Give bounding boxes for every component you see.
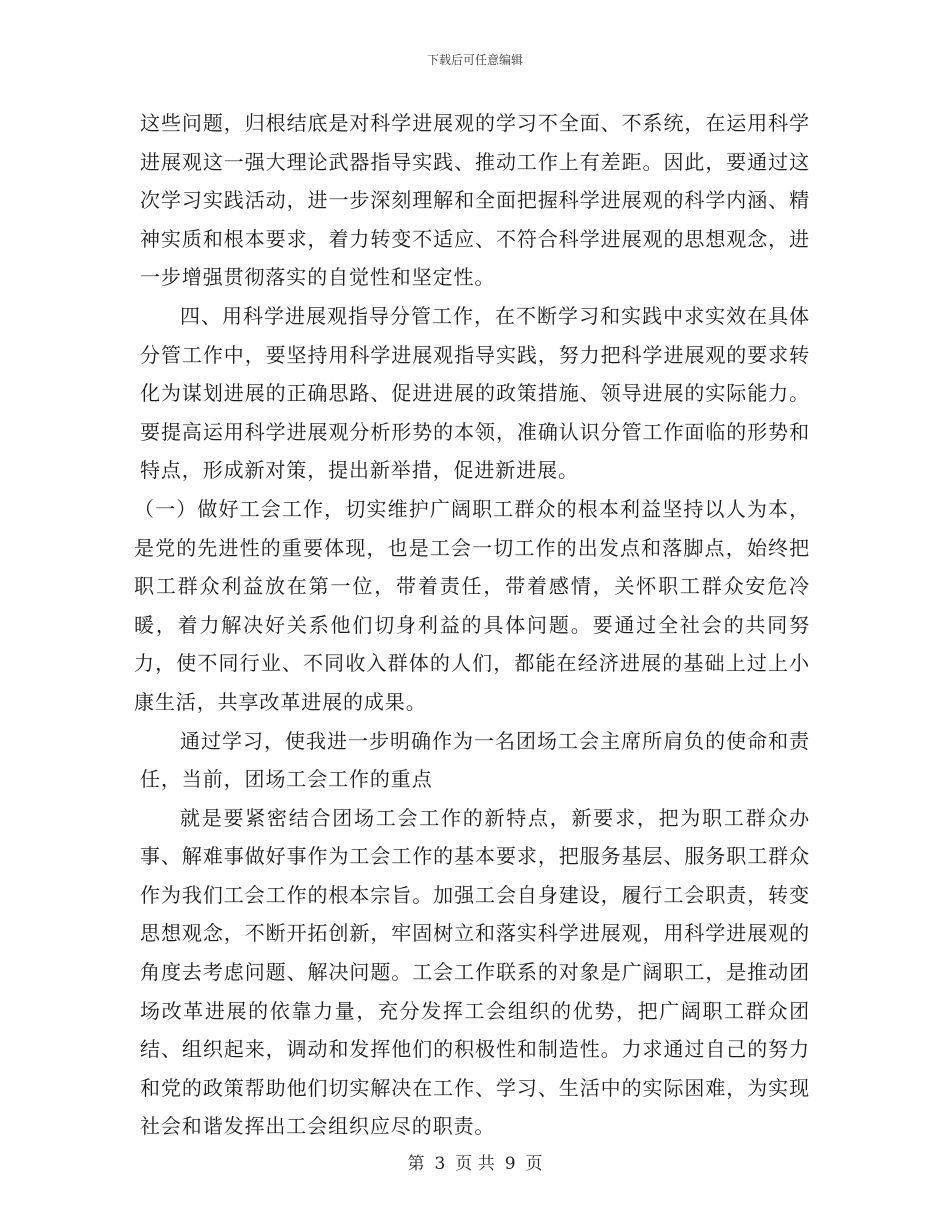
footer-suffix: 页 <box>525 1154 543 1174</box>
page-header: 下载后可任意编辑 <box>426 53 523 67</box>
footer-prefix: 第 <box>407 1154 425 1174</box>
paragraph-1: 这些问题，归根结底是对科学进展观的学习不全面、不系统，在运用科学进展观这一强大理论武器指导实践、推动工作上有差距。因此，要通过这次学习实践活动，进一步深刻理解和全面把握科学进展观的科学内涵、精神实质和根本要求，着力转变不适应、不符合科学进展观的思想观念，进一步增强贯彻落实的自觉性和坚定性。 <box>140 111 810 290</box>
footer-middle: 页 共 <box>455 1154 495 1174</box>
paragraph-4: 通过学习，使我进一步明确作为一名团场工会主席所肩负的使命和责任，当前，团场工会工作的重点 <box>140 728 810 792</box>
document-body <box>134 104 810 1146</box>
total-pages: 9 <box>504 1154 516 1174</box>
page-number: 3 <box>434 1154 446 1174</box>
page-footer <box>0 1153 950 1175</box>
paragraph-5: 就是要紧密结合团场工会工作的新特点，新要求，把为职工群众办事、解难事做好事作为工会工作的基本要求，把服务基层、服务职工群众作为我们工会工作的根本宗旨。加强工会自身建设，履行工会职责，转变思想观念，不断开拓创新，牢固树立和落实科学进展观，用科学进展观的角度去考虑问题、解决问题。工会工作联系的对象是广阔职工，是推动团场改革进展的依靠力量，充分发挥工会组织的优势，把广阔职工群众团结、组织起来，调动和发挥他们的积极性和制造性。力求通过自己的努力和党的政策帮助他们切实解决在工作、学习、生活中的实际困难，为实现社会和谐发挥出工会组织应尽的职责。 <box>140 805 810 1139</box>
paragraph-2: 四、用科学进展观指导分管工作，在不断学习和实践中求实效在具体分管工作中，要坚持用科学进展观指导实践，努力把科学进展观的要求转化为谋划进展的正确思路、促进进展的政策措施、领导进展的实际能力。要提高运用科学进展观分析形势的本领，准确认识分管工作面临的形势和特点，形成新对策，提出新举措，促进新进展。 <box>140 303 810 483</box>
paragraph-3: （一）做好工会工作，切实维护广阔职工群众的根本利益坚持以人为本，是党的先进性的重要体现，也是工会一切工作的出发点和落脚点，始终把职工群众利益放在第一位，带着责任，带着感情，关怀职工群众安危冷暖，着力解决好关系他们切身利益的具体问题。要通过全社会的共同努力，使不同行业、不同收入群体的人们，都能在经济进展的基础上过上小康生活，共享改革进展的成果。 <box>134 496 810 714</box>
